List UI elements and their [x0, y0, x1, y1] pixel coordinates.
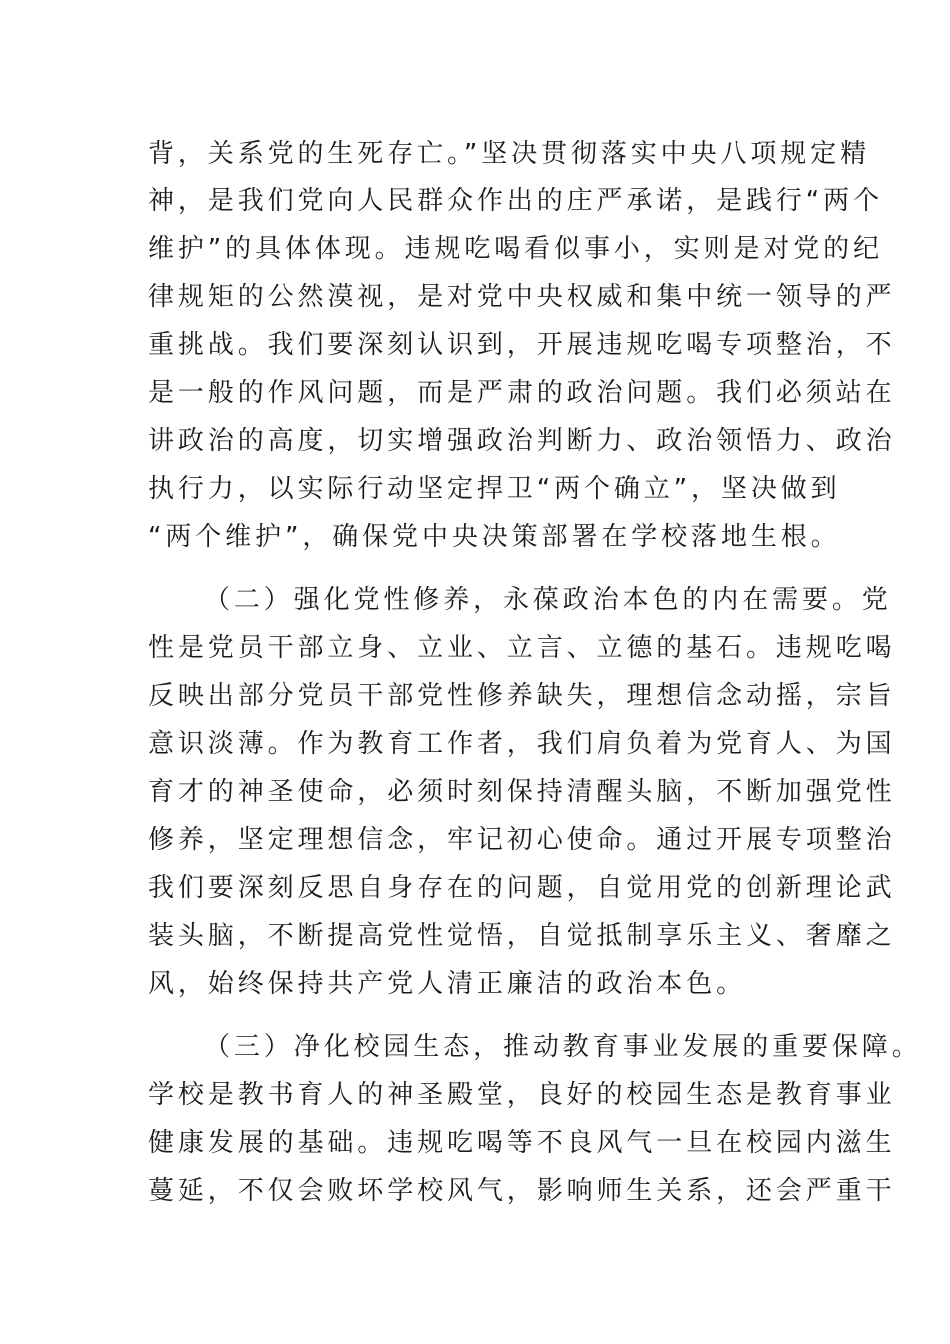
- section-heading-2: （二）强化党性修养，永葆政治本色的内在需要。党: [204, 585, 892, 615]
- section-heading-3: （三）净化校园生态，推动教育事业发展的重要保障。: [204, 1032, 922, 1062]
- text-line: “两个维护”，确保党中央决策部署在学校落地生根。: [148, 522, 841, 552]
- text-line: 反映出部分党员干部党性修养缺失，理想信念动摇，宗旨: [148, 681, 896, 711]
- text-line: 蔓延，不仅会败坏学校风气，影响师生关系，还会严重干: [148, 1176, 896, 1206]
- text-line: 是一般的作风问题，而是严肃的政治问题。我们必须站在: [148, 378, 896, 408]
- text-line: 健康发展的基础。违规吃喝等不良风气一旦在校园内滋生: [148, 1128, 896, 1158]
- text-line: 学校是教书育人的神圣殿堂，良好的校园生态是教育事业: [148, 1080, 896, 1110]
- text-line: 背，关系党的生死存亡。”坚决贯彻落实中央八项规定精: [148, 139, 870, 169]
- text-line: 讲政治的高度，切实增强政治判断力、政治领悟力、政治: [148, 426, 896, 456]
- text-line: 修养，坚定理想信念，牢记初心使命。通过开展专项整治: [148, 825, 896, 855]
- text-line: 意识淡薄。作为教育工作者，我们肩负着为党育人、为国: [148, 729, 896, 759]
- text-line: 育才的神圣使命，必须时刻保持清醒头脑，不断加强党性: [148, 777, 896, 807]
- text-line: 神，是我们党向人民群众作出的庄严承诺，是践行“两个: [148, 186, 883, 216]
- text-line: 律规矩的公然漠视，是对党中央权威和集中统一领导的严: [148, 282, 896, 312]
- text-line: 执行力，以实际行动坚定捍卫“两个确立”，坚决做到: [148, 474, 841, 504]
- text-line: 装头脑，不断提高党性觉悟，自觉抵制享乐主义、奢靡之: [148, 921, 896, 951]
- text-line: 维护”的具体体现。违规吃喝看似事小，实则是对党的纪: [148, 234, 883, 264]
- text-line: 我们要深刻反思自身存在的问题，自觉用党的创新理论武: [148, 873, 896, 903]
- text-line: 风，始终保持共产党人清正廉洁的政治本色。: [148, 969, 747, 999]
- text-line: 重挑战。我们要深刻认识到，开展违规吃喝专项整治，不: [148, 330, 896, 360]
- text-line: 性是党员干部立身、立业、立言、立德的基石。违规吃喝: [148, 633, 896, 663]
